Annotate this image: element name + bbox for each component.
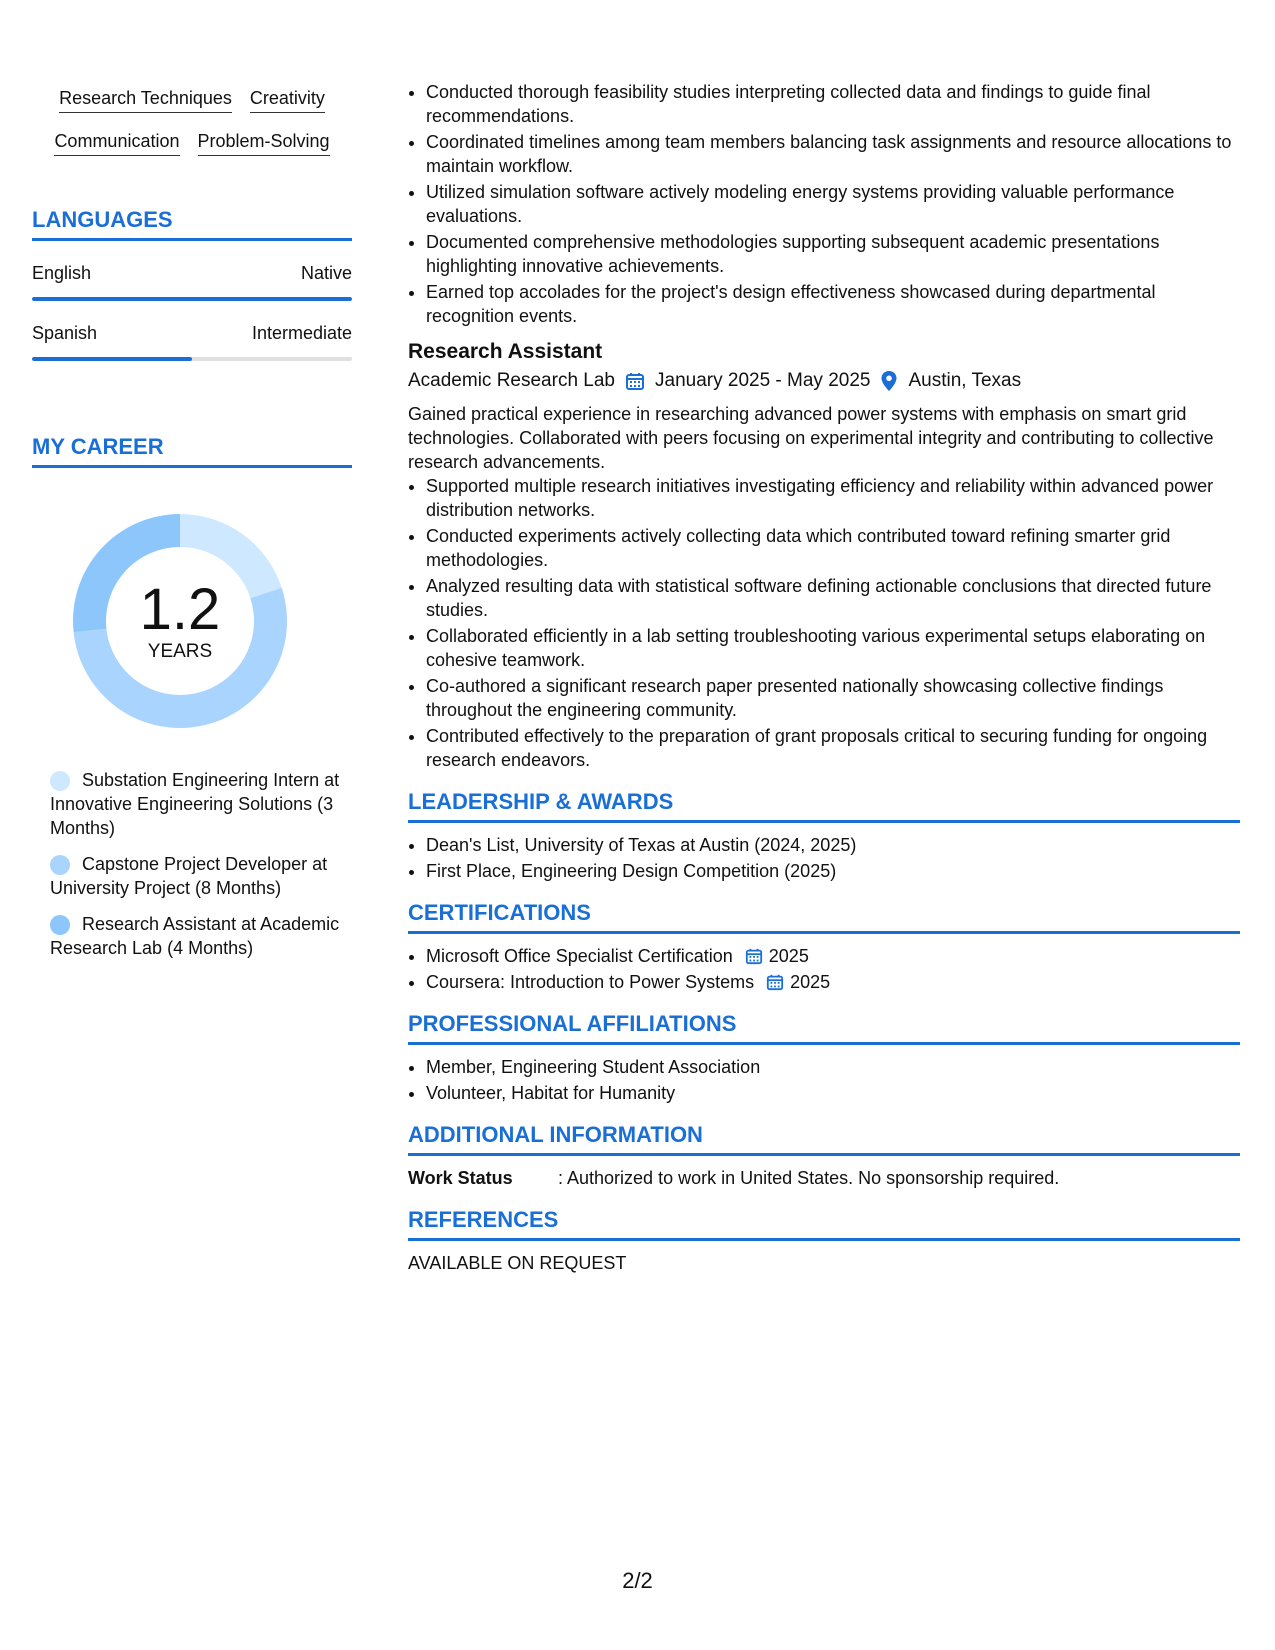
cert-name: • Microsoft Office Specialist Certification (426, 946, 733, 966)
language-bar (32, 297, 352, 301)
language-bar (32, 357, 352, 361)
references-text: AVAILABLE ON REQUEST (408, 1253, 627, 1273)
career-dot (50, 915, 70, 935)
career-donut (65, 506, 295, 736)
affiliations-heading: PROFESSIONAL AFFILIATIONS (408, 1010, 1240, 1045)
list-item (426, 970, 1240, 994)
additional-heading: ADDITIONAL INFORMATION (408, 1121, 1240, 1156)
list-item: • First Place, Engineering Design Competition (2025) (426, 859, 1240, 883)
leadership-list (408, 833, 1240, 883)
list-item: • Coordinated timelines among team members balancing task assignments and resource allocations to maintain workflow. (426, 130, 1240, 178)
career-dot (50, 855, 70, 875)
career-total: 1.2 (139, 577, 221, 642)
job-location: Austin, Texas (908, 370, 1022, 391)
list-item: • Member, Engineering Student Association (426, 1055, 1240, 1079)
language-item (32, 261, 352, 301)
language-bar-fill (32, 297, 352, 301)
list-item: • Contributed effectively to the preparation of grant proposals critical to securing funding for ongoing research endeavors. (426, 724, 1240, 772)
page-number: 2/2 (622, 1568, 653, 1593)
skill-tag: Problem-Solving (198, 129, 330, 156)
language-level: Native (300, 263, 352, 283)
language-name: Spanish (32, 323, 98, 343)
work-status-label: Work Status (408, 1168, 513, 1188)
skill-tag: Research Techniques (59, 86, 232, 113)
affiliations-list (408, 1055, 1240, 1105)
language-item (32, 321, 352, 361)
job-title: Research Assistant (408, 340, 603, 363)
job-dates: January 2025 - May 2025 (655, 370, 871, 391)
cert-year: 2025 (768, 946, 809, 966)
job-company: Academic Research Lab (408, 370, 615, 391)
language-bar-fill (32, 357, 192, 361)
career-unit: YEARS (147, 641, 213, 662)
previous-job-bullets (408, 80, 1240, 328)
career-label: Substation Engineering Intern at Innovative Engineering Solutions (3 Months) (50, 770, 340, 838)
work-status (408, 1166, 1240, 1190)
language-name: English (32, 263, 92, 283)
sidebar (32, 80, 352, 972)
list-item (426, 944, 1240, 968)
list-item: • Earned top accolades for the project's design effectiveness showcased during departmental recognition events. (426, 280, 1240, 328)
career-label: Research Assistant at Academic Research Lab (4 Months) (50, 914, 340, 958)
career-item (50, 768, 340, 840)
list-item: • Conducted experiments actively collecting data which contributed toward refining smarter grid methodologies. (426, 524, 1240, 572)
career-dot (50, 771, 70, 791)
career-legend (32, 768, 340, 960)
job-bullets (408, 474, 1240, 772)
certifications-heading: CERTIFICATIONS (408, 899, 1240, 934)
calendar-icon (625, 371, 645, 391)
list-item: • Co-authored a significant research paper presented nationally showcasing collective findings throughout the engineering community. (426, 674, 1240, 722)
list-item: • Analyzed resulting data with statistical software defining actionable conclusions that directed future studies. (426, 574, 1240, 622)
list-item: • Utilized simulation software actively modeling energy systems providing valuable performance evaluations. (426, 180, 1240, 228)
language-level: Intermediate (251, 323, 352, 343)
list-item: • Collaborated efficiently in a lab setting troubleshooting various experimental setups elaborating on cohesive teamwork. (426, 624, 1240, 672)
cert-year: 2025 (790, 972, 831, 992)
skill-tag: Communication (54, 129, 179, 156)
list-item: • Supported multiple research initiatives investigating efficiency and reliability within advanced power distribution networks. (426, 474, 1240, 522)
career-heading: MY CAREER (32, 433, 352, 468)
job-meta (408, 368, 1240, 394)
career-item (50, 852, 340, 900)
calendar-icon (766, 973, 784, 991)
job-summary: Gained practical experience in researching advanced power systems with emphasis on smart grid technologies. Collaborated with peers focusing on experimental integrity and contributing to collective research advancements. (408, 404, 1214, 472)
languages-heading: LANGUAGES (32, 206, 352, 241)
cert-name: • Coursera: Introduction to Power Systems (426, 972, 755, 992)
skills-list (32, 80, 352, 166)
list-item: • Dean's List, University of Texas at Austin (2024, 2025) (426, 833, 1240, 857)
work-status-value: : Authorized to work in United States. No sponsorship required. (558, 1168, 1060, 1188)
skill-tag: Creativity (250, 86, 325, 113)
references-heading: REFERENCES (408, 1206, 1240, 1241)
career-item (50, 912, 340, 960)
list-item: • Documented comprehensive methodologies supporting subsequent academic presentations highlighting innovative achievements. (426, 230, 1240, 278)
list-item: • Volunteer, Habitat for Humanity (426, 1081, 1240, 1105)
calendar-icon (745, 947, 763, 965)
map-pin-icon (880, 370, 898, 392)
certifications-list (408, 944, 1240, 994)
main-content (408, 80, 1240, 1275)
list-item: • Conducted thorough feasibility studies interpreting collected data and findings to guide final recommendations. (426, 80, 1240, 128)
career-label: Capstone Project Developer at University Project (8 Months) (50, 854, 328, 898)
leadership-heading: LEADERSHIP & AWARDS (408, 788, 1240, 823)
